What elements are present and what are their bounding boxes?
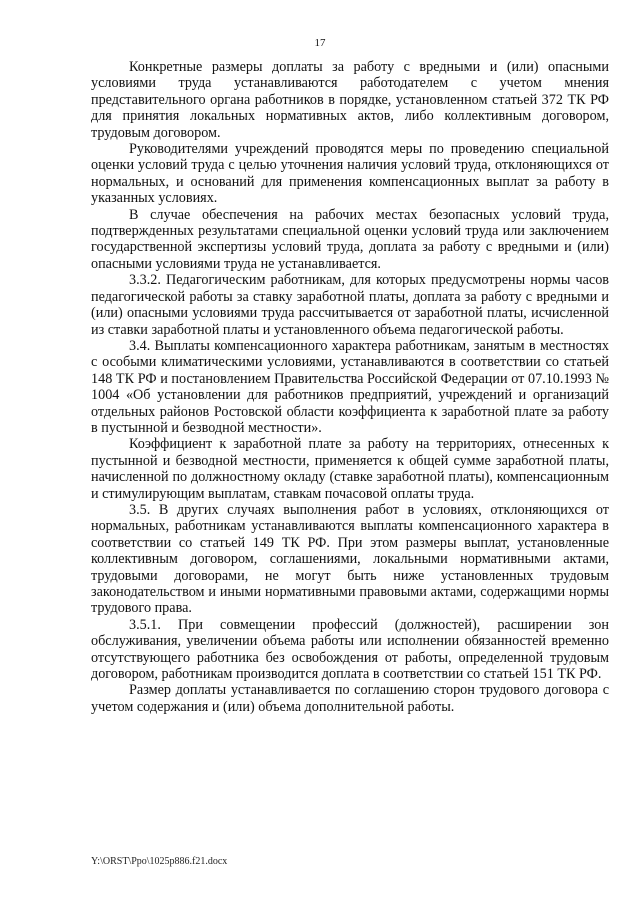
paragraph-3-4: 3.4. Выплаты компенсационного характера работникам, занятым в местностях с особыми климатическими условиями, устанавливаются в соответствии со статьей 148 ТК РФ и постановлением Правительства Российской Федерации от 07.10.1993 № 1004 «Об установлении для работников предприятий, учреждений и организаций отдельных районов Ростовской области коэффициента к заработной плате за работу в пустынной и безводной местности». [91, 337, 609, 436]
paragraph-surcharge-size: Размер доплаты устанавливается по соглашению сторон трудового договора с учетом содержания и (или) объема дополнительной работы. [91, 682, 609, 715]
paragraph-special-assessment: Руководителями учреждений проводятся меры по проведению специальной оценки условий труда с целью уточнения наличия условий труда, отклоняющихся от нормальных, и оснований для применения компенсационных выплат за работу в указанных условиях. [91, 141, 609, 207]
paragraph-3-3-2: 3.3.2. Педагогическим работникам, для которых предусмотрены нормы часов педагогической работы за ставку заработной платы, доплата за работу с вредными и (или) опасными условиями труда рассчитывается от заработной платы, исчисленной из ставки заработной платы и установленного объема педагогической работы. [91, 272, 609, 338]
paragraph-hazard-pay-amounts: Конкретные размеры доплаты за работу с вредными и (или) опасными условиями труда устанавливаются работодателем с учетом мнения представительного органа работников в порядке, установленном статьей 372 ТК РФ для принятия локальных нормативных актов, либо коллективным договором, трудовым договором. [91, 59, 609, 141]
paragraph-3-5: 3.5. В других случаях выполнения работ в условиях, отклоняющихся от нормальных, работникам устанавливаются выплаты компенсационного характера в соответствии со статьей 149 ТК РФ. При этом размеры выплат, установленные коллективным договором, соглашениями, локальными нормативными актами, трудовыми договорами, не могут быть ниже установленных трудовым законодательством и иными нормативными правовыми актами, содержащими нормы трудового права. [91, 501, 609, 617]
paragraph-coefficient: Коэффициент к заработной плате за работу на территориях, отнесенных к пустынной и безводной местности, применяется к общей сумме заработной платы, начисленной по должностному окладу (ставке заработной платы), компенсационным и стимулирующим выплатам, ставкам почасовой оплаты труда. [91, 436, 609, 502]
paragraph-3-5-1: 3.5.1. При совмещении профессий (должностей), расширении зон обслуживания, увеличении объема работы или исполнении обязанностей временно отсутствующего работника без освобождения от работы, определенной трудовым договором, работникам производится доплата в соответствии со статьей 151 ТК РФ. [91, 616, 609, 683]
document-body [91, 59, 609, 715]
paragraph-safe-conditions: В случае обеспечения на рабочих местах безопасных условий труда, подтвержденных результатами специальной оценки условий труда или заключением государственной экспертизы условий труда, доплата за работу с вредными и (или) опасными условиями труда не устанавливается. [91, 206, 609, 272]
page-number: 17 [314, 37, 326, 49]
footer-file-path: Y:\ORST\Ppo\1025p886.f21.docx [91, 856, 228, 867]
